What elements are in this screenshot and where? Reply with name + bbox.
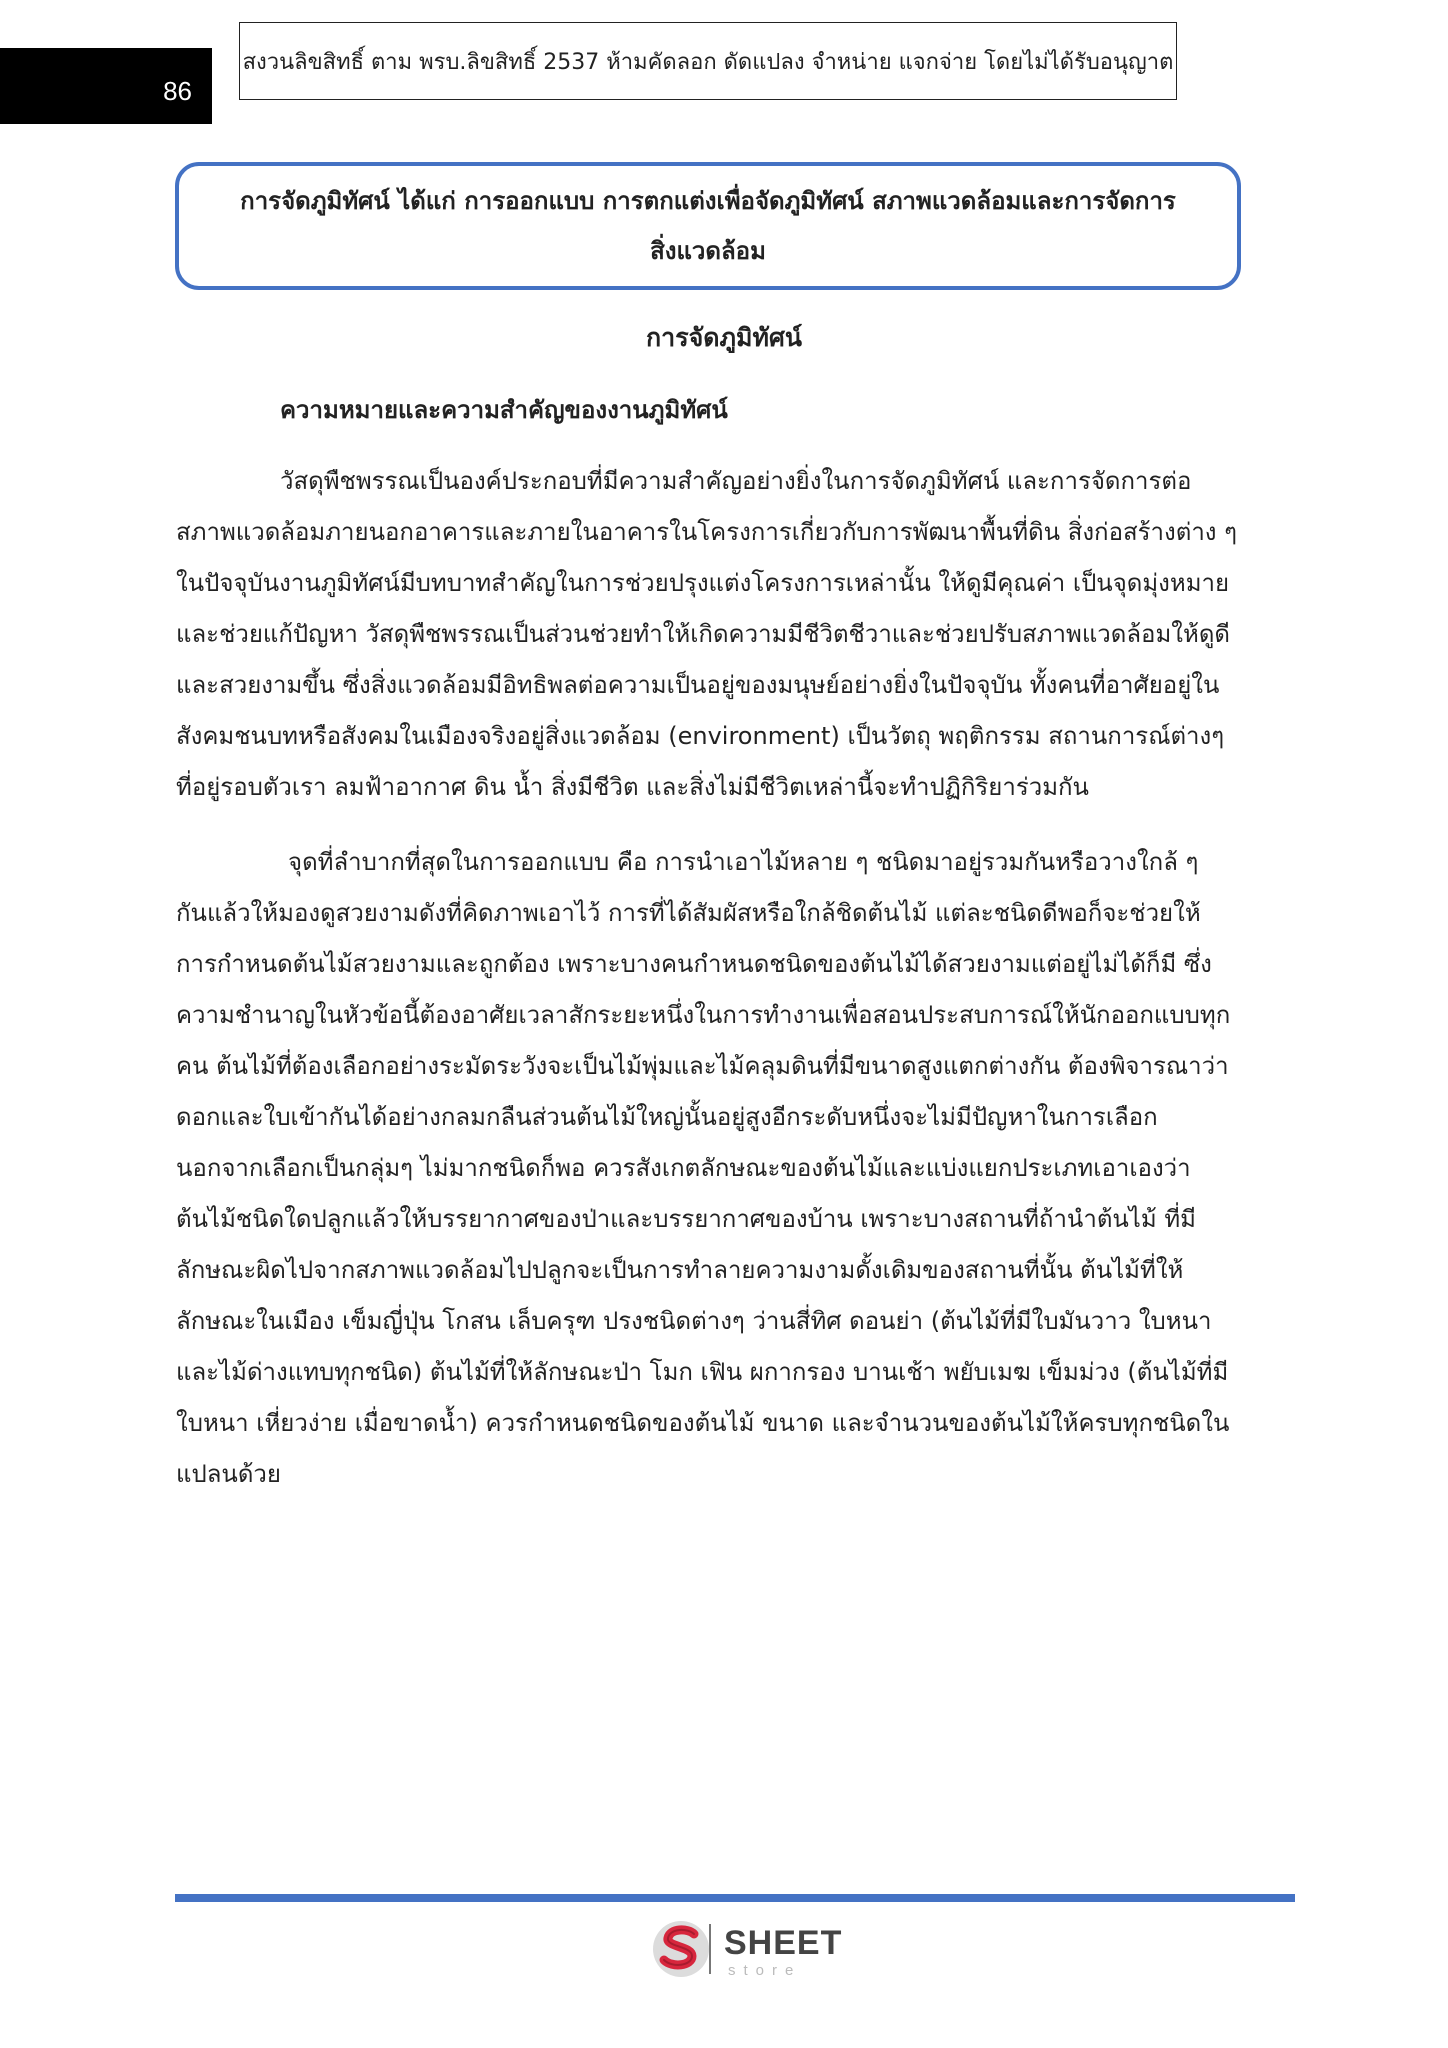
topic-line-2: สิ่งแวดล้อม	[650, 237, 766, 265]
topic-line-1: การจัดภูมิทัศน์ ได้แก่ การออกแบบ การตกแต่งเพื่อจัดภูมิทัศน์ สภาพแวดล้อมและการจัดการ	[240, 187, 1176, 215]
paragraph-line: ดอกและใบเข้ากันได้อย่างกลมกลืนส่วนต้นไม้ใหญ่นั้นอยู่สูงอีกระดับหนึ่งจะไม่มีปัญหาในการเลือก	[176, 1103, 1158, 1131]
paragraph-line: ที่อยู่รอบตัวเรา ลมฟ้าอากาศ ดิน น้ำ สิ่งมีชีวิต และสิ่งไม่มีชีวิตเหล่านี้จะทำปฏิกิริยาร่วมกัน	[176, 773, 1089, 801]
paragraph-line: และไม้ด่างแทบทุกชนิด) ต้นไม้ที่ให้ลักษณะป่า โมก เฟิน ผกากรอง บานเช้า พยับเมฆ เข็มม่วง (ต้นไม้ที่มี	[176, 1358, 1229, 1386]
paragraph-line: สภาพแวดล้อมภายนอกอาคารและภายในอาคารในโครงการเกี่ยวกับการพัฒนาพื้นที่ดิน สิ่งก่อสร้างต่าง ๆ	[176, 518, 1238, 546]
paragraph-line: สังคมชนบทหรือสังคมในเมืองจริงอยู่สิ่งแวดล้อม (environment) เป็นวัตถุ พฤติกรรม สถานการณ์ต่างๆ	[176, 722, 1225, 750]
paragraph-line: และช่วยแก้ปัญหา วัสดุพืชพรรณเป็นส่วนช่วยทำให้เกิดความมีชีวิตชีวาและช่วยปรับสภาพแวดล้อมให้ดูดี	[176, 620, 1230, 648]
page-number: 86	[163, 76, 192, 106]
copyright-notice: สงวนลิขสิทธิ์ ตาม พรบ.ลิขสิทธิ์ 2537 ห้ามคัดลอก ดัดแปลง จำหน่าย แจกจ่าย โดยไม่ได้รับอนุญาต	[242, 49, 1174, 75]
paragraph-line: วัสดุพืชพรรณเป็นองค์ประกอบที่มีความสำคัญอย่างยิ่งในการจัดภูมิทัศน์ และการจัดการต่อ	[280, 467, 1192, 495]
page-number-block	[0, 48, 212, 124]
brand-name: SHEET	[724, 1924, 843, 1962]
section-title: การจัดภูมิทัศน์	[646, 323, 802, 352]
paragraph-line: กันแล้วให้มองดูสวยงามดังที่คิดภาพเอาไว้ การที่ได้สัมผัสหรือใกล้ชิดต้นไม้ แต่ละชนิดดีพอก็จะช่วยให้	[176, 899, 1201, 927]
paragraph-line: ความชำนาญในหัวข้อนี้ต้องอาศัยเวลาสักระยะหนึ่งในการทำงานเพื่อสอนประสบการณ์ให้นักออกแบบทุก	[176, 1001, 1231, 1029]
paragraph-line: การกำหนดต้นไม้สวยงามและถูกต้อง เพราะบางคนกำหนดชนิดของต้นไม้ได้สวยงามแต่อยู่ไม่ได้ก็มี ซึ่ง	[176, 950, 1212, 978]
paragraph-line: และสวยงามขึ้น ซึ่งสิ่งแวดล้อมมีอิทธิพลต่อความเป็นอยู่ของมนุษย์อย่างยิ่งในปัจจุบัน ทั้งคนที่อาศัยอยู่ใน	[176, 671, 1220, 699]
brand-logo	[648, 1916, 848, 1982]
paragraph-line: ในปัจจุบันงานภูมิทัศน์มีบทบาทสำคัญในการช่วยปรุงแต่งโครงการเหล่านั้น ให้ดูมีคุณค่า เป็นจุดมุ่งหมาย	[176, 569, 1230, 597]
paragraph-line: จุดที่ลำบากที่สุดในการออกแบบ คือ การนำเอาไม้หลาย ๆ ชนิดมาอยู่รวมกันหรือวางใกล้ ๆ	[288, 848, 1199, 876]
subheading: ความหมายและความสำคัญของงานภูมิทัศน์	[280, 396, 728, 424]
paragraph-line: นอกจากเลือกเป็นกลุ่มๆ ไม่มากชนิดก็พอ ควรสังเกตลักษณะของต้นไม้และแบ่งแยกประเภทเอาเองว่า	[176, 1154, 1191, 1182]
paragraph-line: แปลนด้วย	[176, 1460, 281, 1488]
brand-subtitle: store	[728, 1962, 802, 1979]
paragraph-line: ใบหนา เหี่ยวง่าย เมื่อขาดน้ำ) ควรกำหนดชนิดของต้นไม้ ขนาด และจำนวนของต้นไม้ให้ครบทุกชนิดใน	[176, 1409, 1230, 1437]
sheet-store-logo-icon	[648, 1916, 714, 1982]
paragraph-line: คน ต้นไม้ที่ต้องเลือกอย่างระมัดระวังจะเป็นไม้พุ่มและไม้คลุมดินที่มีขนาดสูงแตกต่างกัน ต้องพิจารณาว่า	[176, 1052, 1229, 1080]
paragraph-line: ลักษณะผิดไปจากสภาพแวดล้อมไปปลูกจะเป็นการทำลายความงามดั้งเดิมของสถานที่นั้น ต้นไม้ที่ให้	[176, 1256, 1184, 1284]
footer-divider	[175, 1894, 1295, 1902]
topic-box	[175, 162, 1241, 290]
paragraph-1	[176, 456, 1240, 813]
paragraph-line: ต้นไม้ชนิดใดปลูกแล้วให้บรรยากาศของป่าและบรรยากาศของบ้าน เพราะบางสถานที่ถ้านำต้นไม้ ที่มี	[176, 1205, 1196, 1233]
copyright-notice-box	[239, 22, 1177, 100]
paragraph-line: ลักษณะในเมือง เข็มญี่ปุ่น โกสน เล็บครุฑ ปรงชนิดต่างๆ ว่านสี่ทิศ ดอนย่า (ต้นไม้ที่มีใบมันวาว ใบหนา	[176, 1307, 1212, 1335]
paragraph-2	[176, 837, 1240, 1500]
